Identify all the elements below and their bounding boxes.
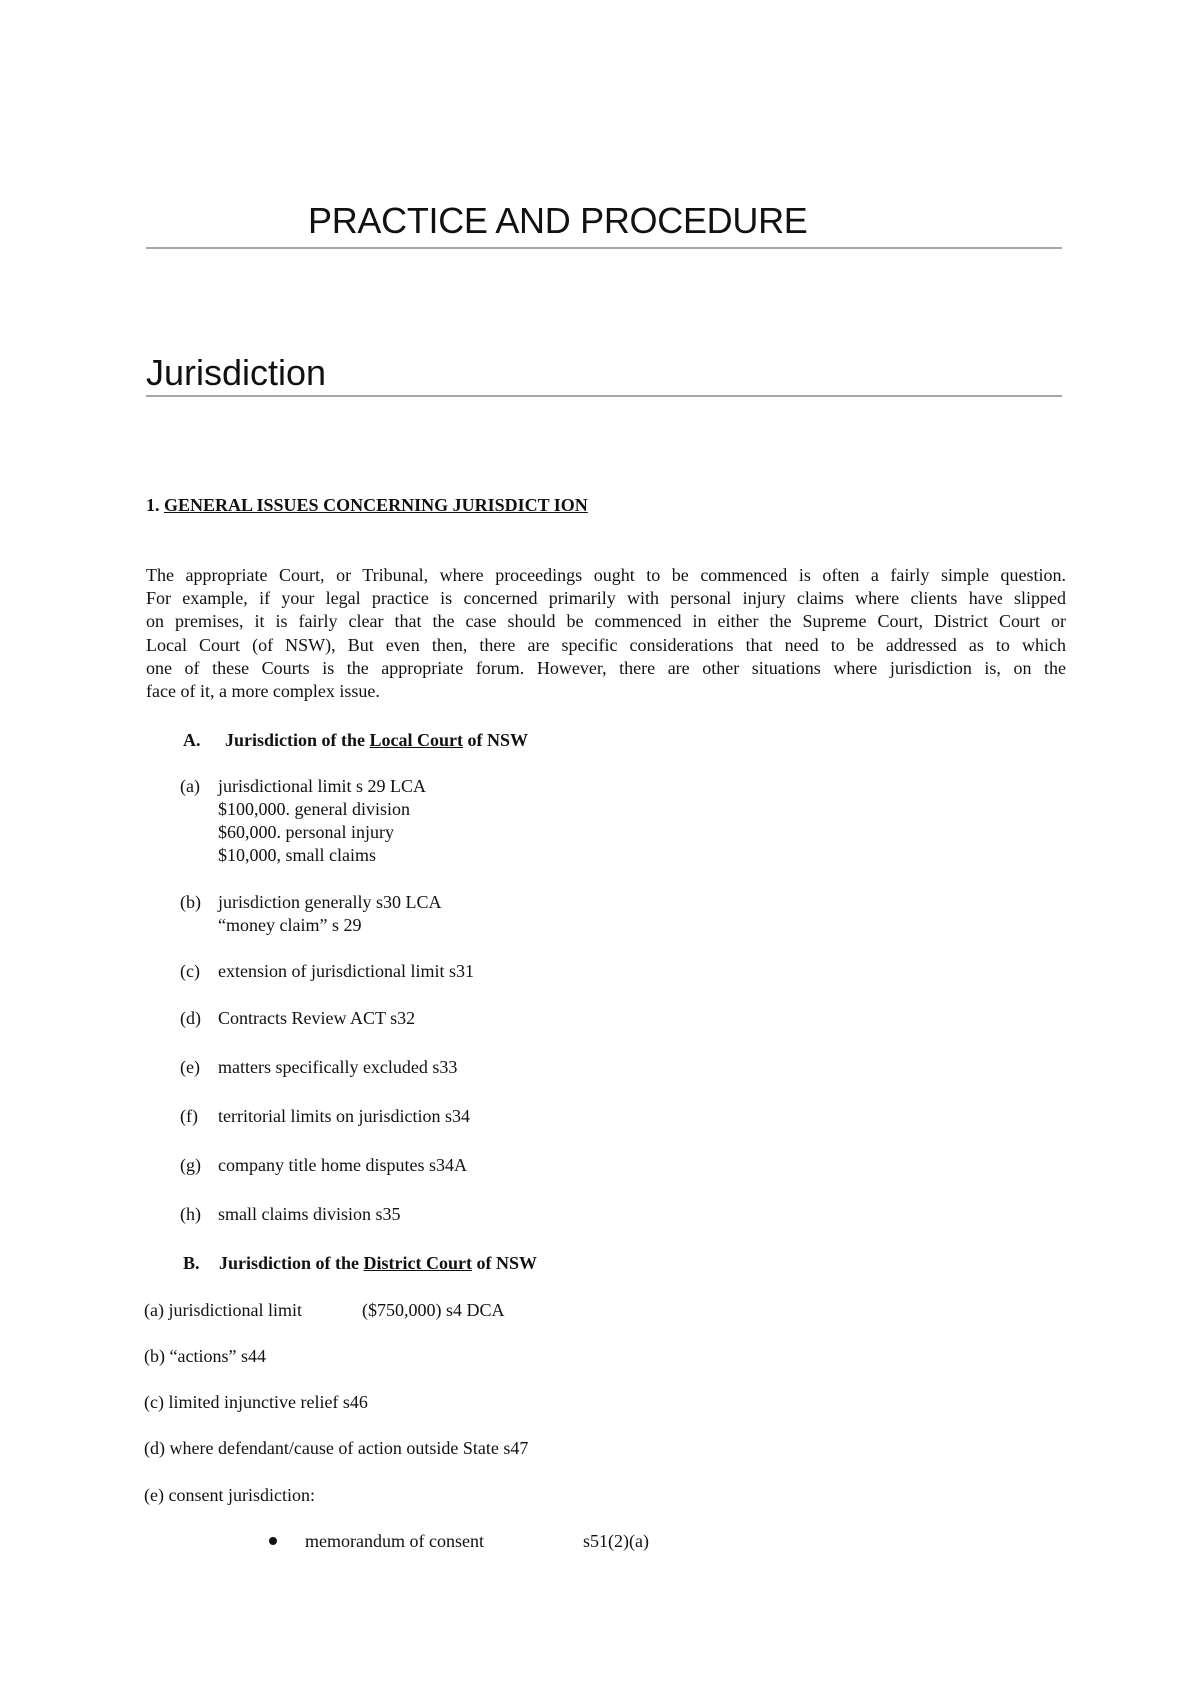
section-b-suffix: of NSW [471, 1253, 537, 1273]
list-item-text: (d) where defendant/cause of action outside State s47 [144, 1438, 529, 1458]
bullet-icon [269, 1537, 277, 1545]
list-item-text: extension of jurisdictional limit s31 [218, 961, 474, 981]
list-item-label: (b) [180, 892, 201, 912]
section-a-heading [183, 730, 528, 751]
section-a-prefix: Jurisdiction of the [225, 730, 370, 750]
intro-line: Local Court (of NSW), But even then, there are specific considerations that need to be addressed as to which [146, 634, 1066, 655]
list-item-label: (e) [180, 1057, 200, 1077]
list-item-text: jurisdiction generally s30 LCA [218, 892, 442, 912]
heading-1 [146, 495, 588, 516]
list-item-text: (c) limited injunctive relief s46 [144, 1392, 368, 1412]
intro-paragraph [146, 564, 1066, 703]
list-item-label: (h) [180, 1204, 201, 1224]
list-item-text: $60,000. personal injury [218, 822, 394, 842]
list-item-text: “money claim” s 29 [218, 915, 362, 935]
list-item-label: (d) [180, 1008, 201, 1028]
list-item-text: (b) “actions” s44 [144, 1346, 266, 1366]
intro-line: The appropriate Court, or Tribunal, where proceedings ought to be commenced is often a fairly simple question. [146, 565, 1066, 585]
intro-line: on premises, it is fairly clear that the case should be commenced in either the Supreme Court, District Court or [146, 611, 1066, 632]
list-item-text: $100,000. general division [218, 799, 410, 819]
section-b-prefix: Jurisdiction of the [219, 1253, 364, 1273]
list-item-text: $10,000, small claims [218, 845, 376, 865]
list-item-text: territorial limits on jurisdiction s34 [218, 1106, 470, 1126]
heading-1-number: 1. [146, 495, 160, 515]
section-title: Jurisdiction [146, 352, 327, 393]
title-rule [146, 247, 1062, 249]
list-item-text: jurisdictional limit s 29 LCA [218, 776, 426, 796]
list-item-label: (a) [180, 776, 200, 796]
list-item-text: small claims division s35 [218, 1204, 401, 1224]
bullet-ref: s51(2)(a) [583, 1531, 649, 1551]
list-item-text: company title home disputes s34A [218, 1155, 467, 1175]
section-b-letter: B. [183, 1253, 200, 1273]
section-a-suffix: of NSW [463, 730, 529, 750]
list-item-label: (g) [180, 1155, 201, 1175]
bullet-text: memorandum of consent [305, 1531, 484, 1551]
list-item-text: ($750,000) s4 DCA [362, 1300, 505, 1320]
section-b-heading [183, 1253, 537, 1274]
section-rule [146, 395, 1062, 397]
intro-line: one of these Courts is the appropriate forum. However, there are other situations where jurisdiction is, on the [146, 657, 1066, 678]
list-item-text: Contracts Review ACT s32 [218, 1008, 416, 1028]
section-a-court: Local Court [369, 730, 464, 750]
list-item-label: (c) [180, 961, 200, 981]
heading-1-text: GENERAL ISSUES CONCERNING JURISDICT ION [164, 495, 588, 515]
section-a-letter: A. [183, 730, 201, 750]
list-item-text: (e) consent jurisdiction: [144, 1485, 315, 1505]
intro-line: For example, if your legal practice is concerned primarily with personal injury claims where clients have slipped [146, 588, 1066, 609]
intro-line: face of it, a more complex issue. [146, 681, 380, 702]
section-b-court: District Court [363, 1253, 472, 1273]
list-item-text: matters specifically excluded s33 [218, 1057, 458, 1077]
list-item-text: (a) jurisdictional limit [144, 1300, 302, 1320]
list-item-label: (f) [180, 1106, 198, 1126]
document-title: PRACTICE AND PROCEDURE [308, 200, 808, 241]
